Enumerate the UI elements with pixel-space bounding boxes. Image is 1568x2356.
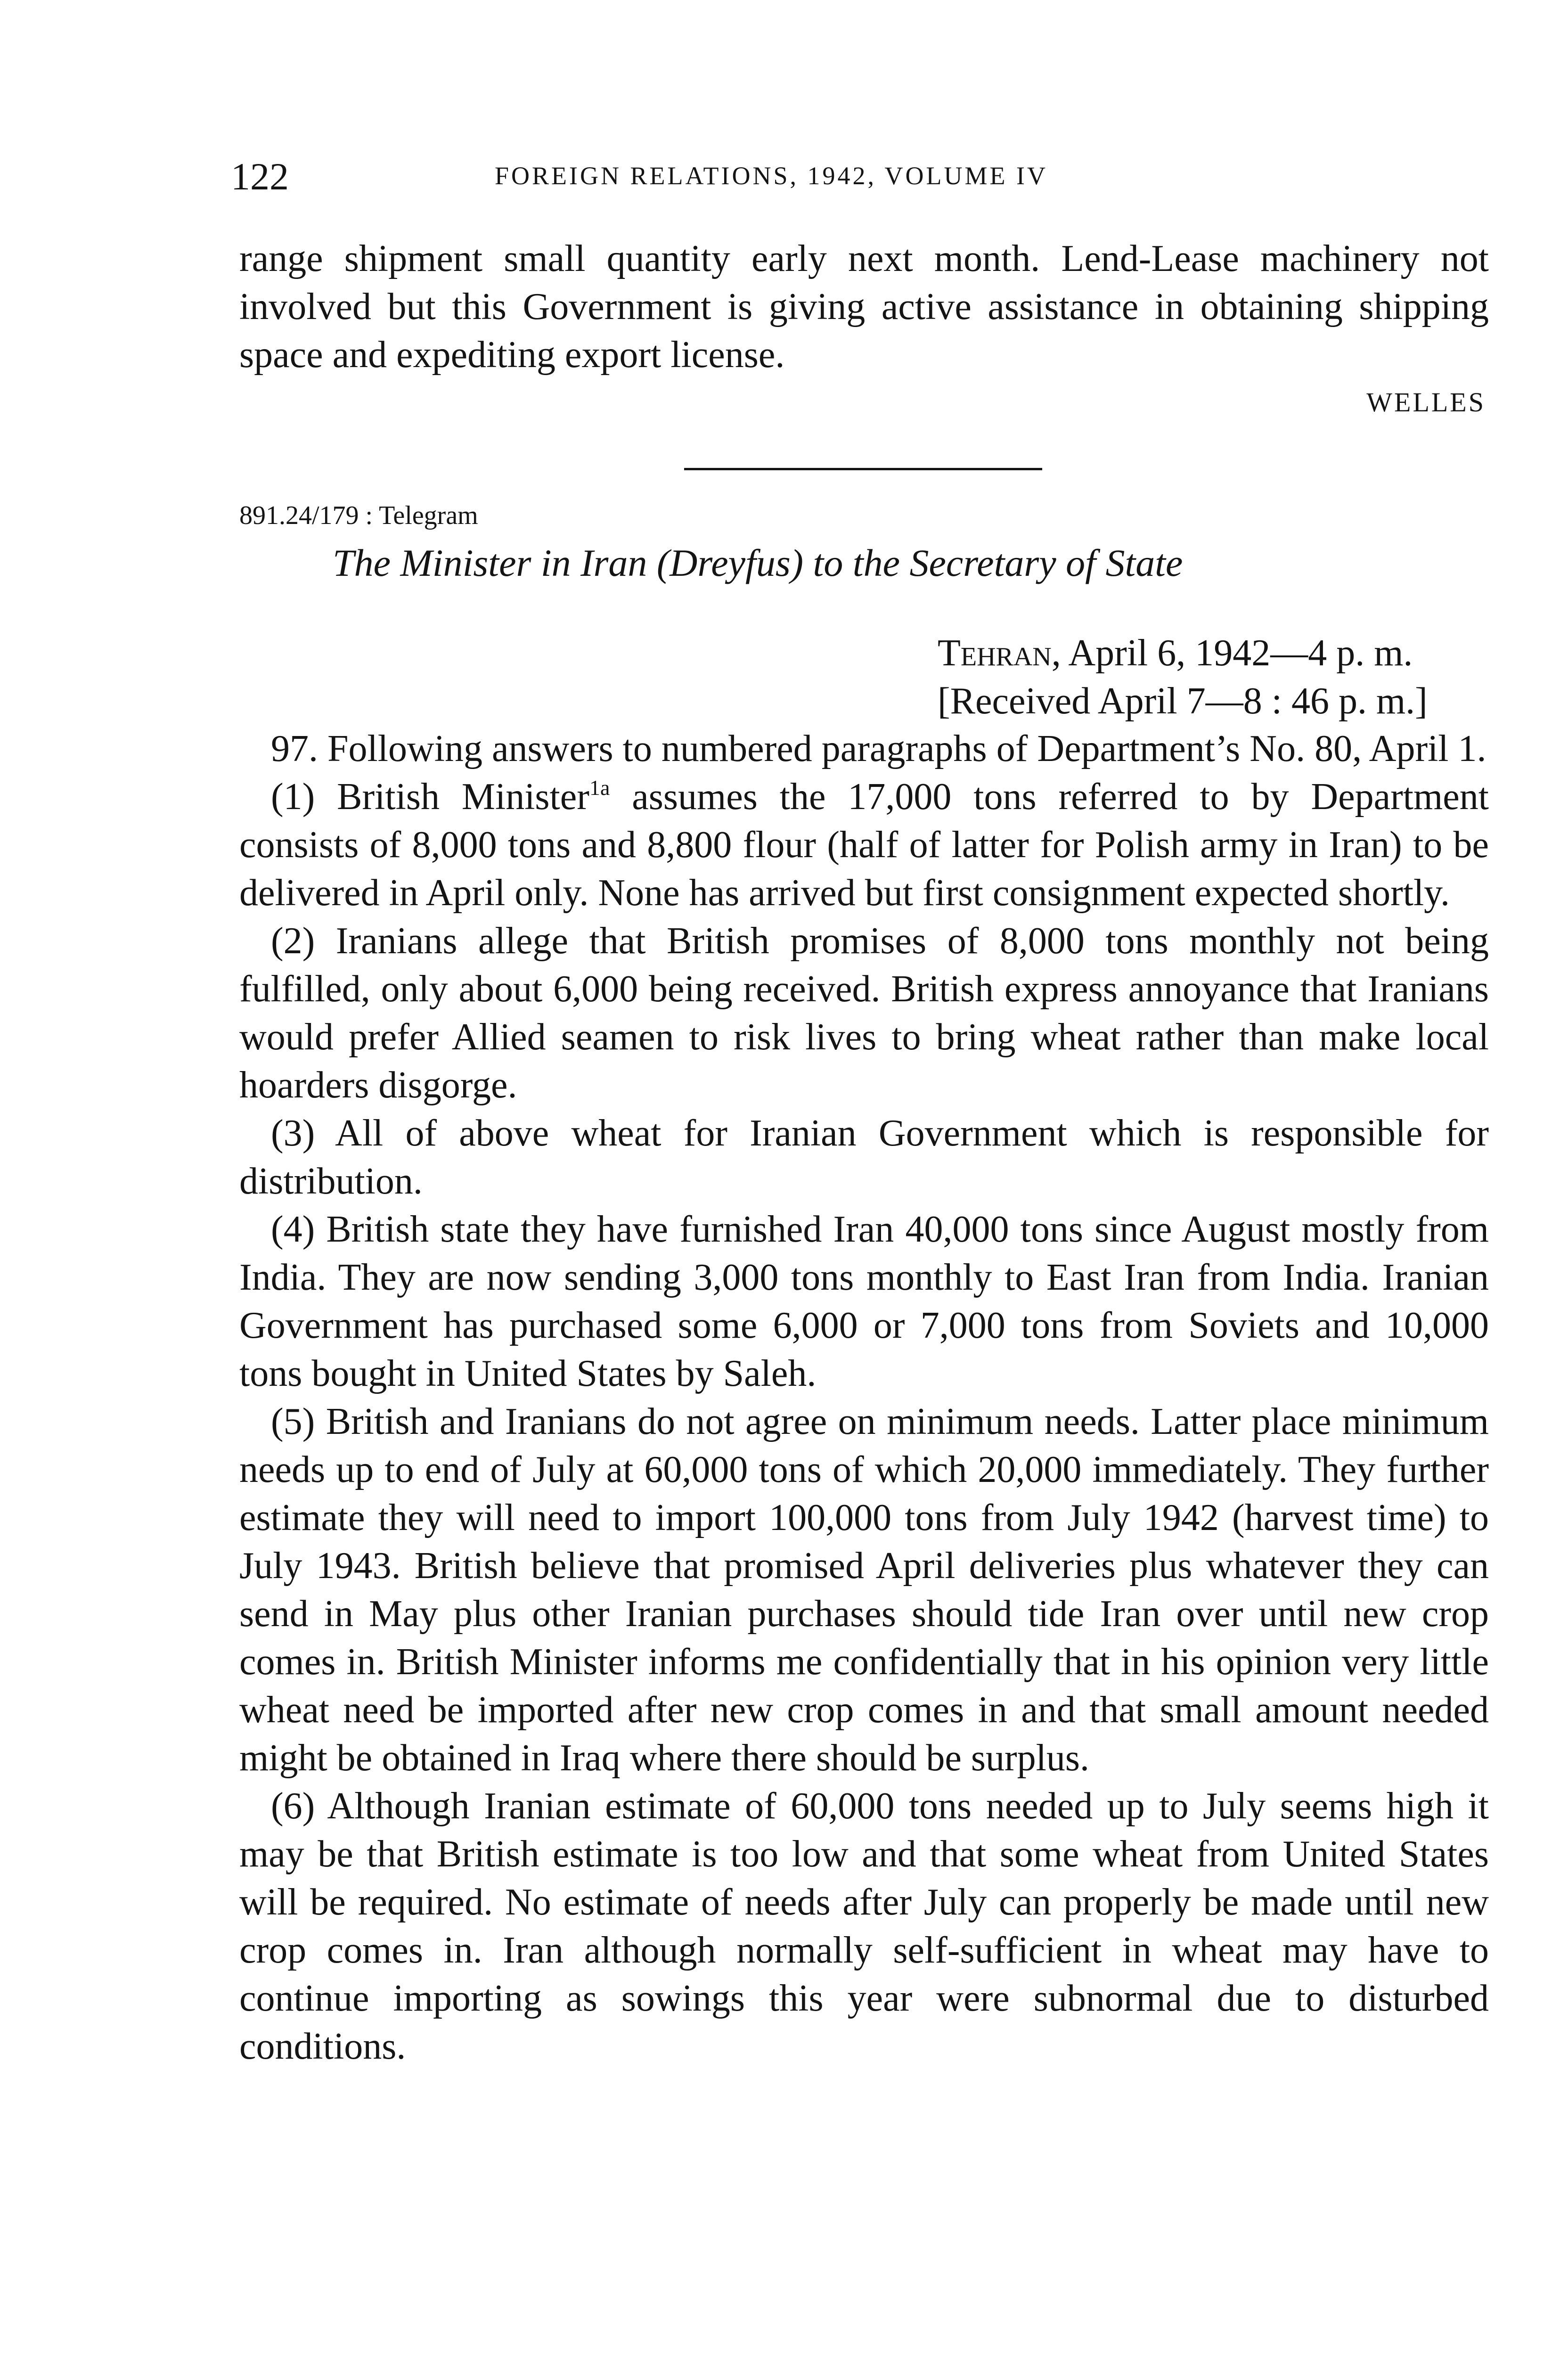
paragraph-5: (5) British and Iranians do not agree on minimum needs. Latter place minimum needs up to end of July at 60,000 tons of which 20,000 immediately. They further estimate they will need to import 100,000 tons from July 1942 (harvest time) to July 1943. British believe that promised April deliveries plus whatever they can send in May plus other Iranian purchases should tide Iran over until new crop comes in. British Minister informs me confidentially that in his opinion very little wheat need be imported after new crop comes in and that small amount needed might be obtained in Iraq where there should be surplus. <box>239 1401 1489 1779</box>
document-title: The Minister in Iran (Dreyfus) to the Secretary of State <box>333 541 1183 584</box>
paragraph-1-rest: assumes the 17,000 tons referred to by Department consists of 8,000 tons and 8,800 flour (half of latter for Polish army in Iran) to be delivered in April only. None has arrived but first consignment expected shortly. <box>239 776 1489 914</box>
dateline-city: Tehran <box>938 632 1052 674</box>
dateline <box>938 629 1428 725</box>
paragraph-2: (2) Iranians allege that British promises of 8,000 tons monthly not being fulfilled, only about 6,000 being received. British express annoyance that Iranians would prefer Allied seamen to risk lives to bring wheat rather than make local hoarders disgorge. <box>239 920 1489 1106</box>
paragraph-1-start: (1) British Minister <box>271 776 589 818</box>
file-reference: 891.24/179 : Telegram <box>239 501 478 530</box>
section-divider <box>684 468 1042 470</box>
telegram-body <box>239 725 1489 2070</box>
paragraph-1 <box>239 773 1489 917</box>
signature: WELLES <box>1366 387 1486 417</box>
paragraph-4: (4) British state they have furnished Iran 40,000 tons since August mostly from India. They are now sending 3,000 tons monthly to East Iran from India. Iranian Government has purchased some 6,000 or 7,000 tons from Soviets and 10,000 tons bought in United States by Saleh. <box>239 1209 1489 1394</box>
dateline-received: [Received April 7—8 : 46 p. m.] <box>938 680 1428 722</box>
paragraph-intro: 97. Following answers to numbered paragraphs of Department’s No. 80, April 1. <box>271 728 1486 769</box>
page-number: 122 <box>231 155 289 198</box>
dateline-sent <box>938 629 1428 677</box>
paragraph-3: (3) All of above wheat for Iranian Government which is responsible for distribution. <box>239 1113 1489 1202</box>
dateline-date: , April 6, 1942—4 p. m. <box>1051 632 1413 674</box>
page-header <box>231 155 1494 206</box>
running-head: FOREIGN RELATIONS, 1942, VOLUME IV <box>495 162 1048 190</box>
footnote-reference: 1a <box>589 776 610 800</box>
continued-text: range shipment small quantity early next month. Lend-Lease machinery not involved but this Government is giving active assistance in obtaining shipping space and expediting export license. <box>239 238 1489 376</box>
paragraph-6: (6) Although Iranian estimate of 60,000 tons needed up to July seems high it may be that British estimate is too low and that some wheat from United States will be required. No estimate of needs after July can properly be made until new crop comes in. Iran although normally self-sufficient in wheat may have to continue importing as sowings this year were subnormal due to disturbed conditions. <box>239 1785 1489 2067</box>
